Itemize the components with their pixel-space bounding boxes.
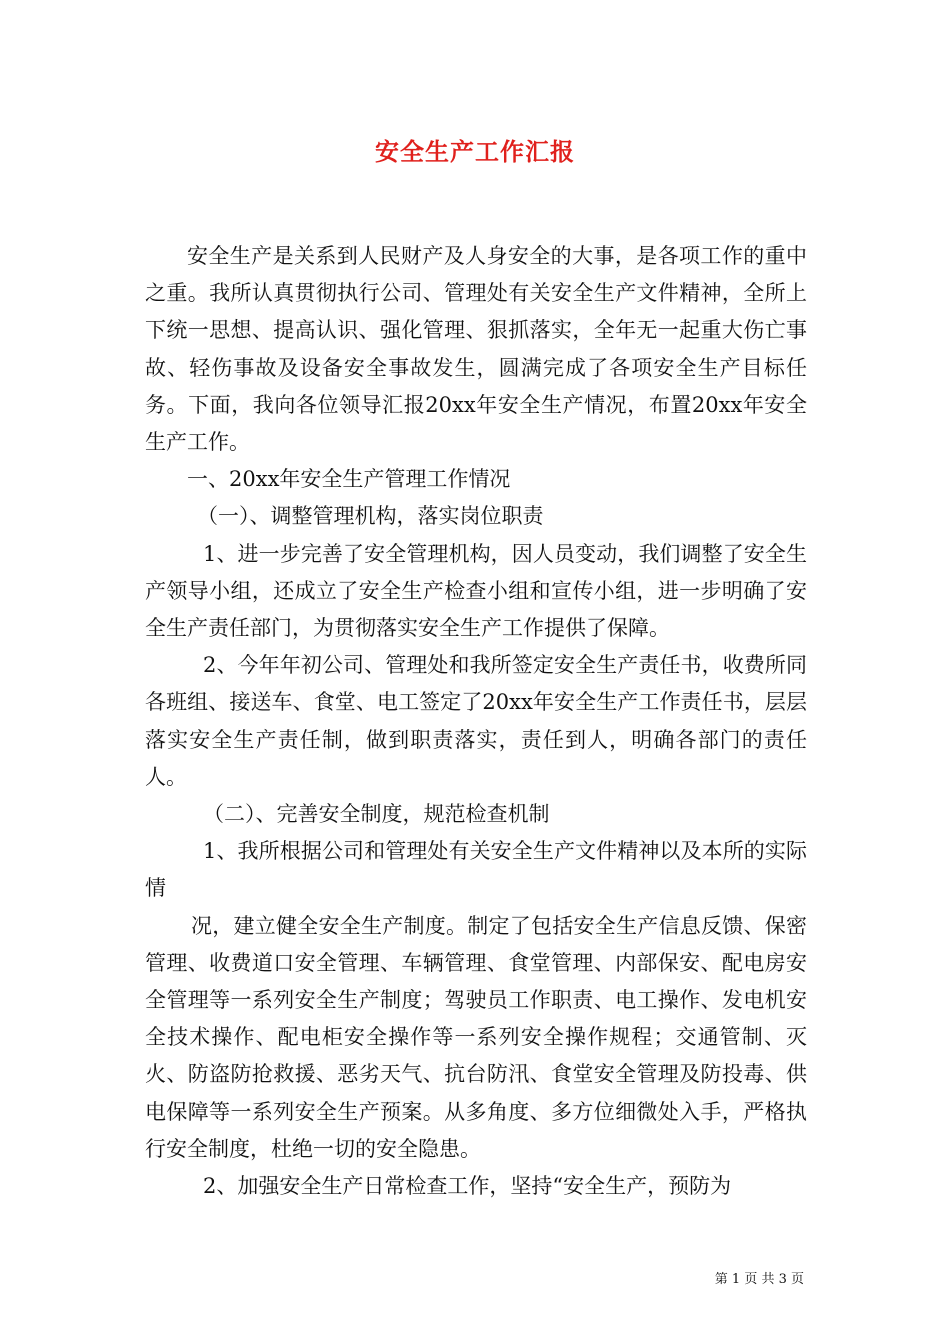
subsection-heading-1: （一）、调整管理机构，落实岗位职责 (197, 504, 544, 529)
paragraph-item-2: 2、今年年初公司、管理处和我所签定安全生产责任书，收费所同各班组、接送车、食堂、电工签定了20xx年安全生产工作责任书，层层落实安全生产责任制，做到职责落实，责任到人，明确各部门的责任人。 (145, 653, 807, 789)
paragraph-item-4: 2、加强安全生产日常检查工作，坚持“安全生产，预防为 (203, 1174, 732, 1199)
section-heading-1: 一、20xx年安全生产管理工作情况 (187, 467, 511, 492)
paragraph-item-1: 1、进一步完善了安全管理机构，因人员变动，我们调整了安全生产领导小组，还成立了安全生产检查小组和宣传小组，进一步明确了安全生产责任部门，为贯彻落实安全生产工作提供了保障。 (145, 541, 807, 641)
document-title: 安全生产工作汇报 (375, 137, 575, 166)
page-number: 第 1 页 共 3 页 (714, 1272, 804, 1287)
paragraph-item-3: 1、我所根据公司和管理处有关安全生产文件精神以及本所的实际情 (145, 839, 807, 901)
paragraph-intro: 安全生产是关系到人民财产及人身安全的大事，是各项工作的重中之重。我所认真贯彻执行公司、管理处有关安全生产文件精神，全所上下统一思想、提高认识、强化管理、狠抓落实，全年无一起重大伤亡事故、轻伤事故及设备安全事故发生，圆满完成了各项安全生产目标任务。下面，我向各位领导汇报20xx年安全生产情况，布置20xx年安全生产工作。 (145, 244, 807, 455)
paragraph-item-3-continued: 况，建立健全安全生产制度。制定了包括安全生产信息反馈、保密管理、收费道口安全管理、车辆管理、食堂管理、内部保安、配电房安全管理等一系列安全生产制度；驾驶员工作职责、电工操作、发电机安全技术操作、配电柜安全操作等一系列安全操作规程；交通管制、灭火、防盗防抢救援、恶劣天气、抗台防汛、食堂安全管理及防投毒、供电保障等一系列安全生产预案。从多角度、多方位细微处入手，严格执行安全制度，杜绝一切的安全隐患。 (145, 913, 807, 1161)
document-body (145, 238, 807, 1205)
subsection-heading-2: （二）、完善安全制度，规范检查机制 (203, 802, 550, 827)
